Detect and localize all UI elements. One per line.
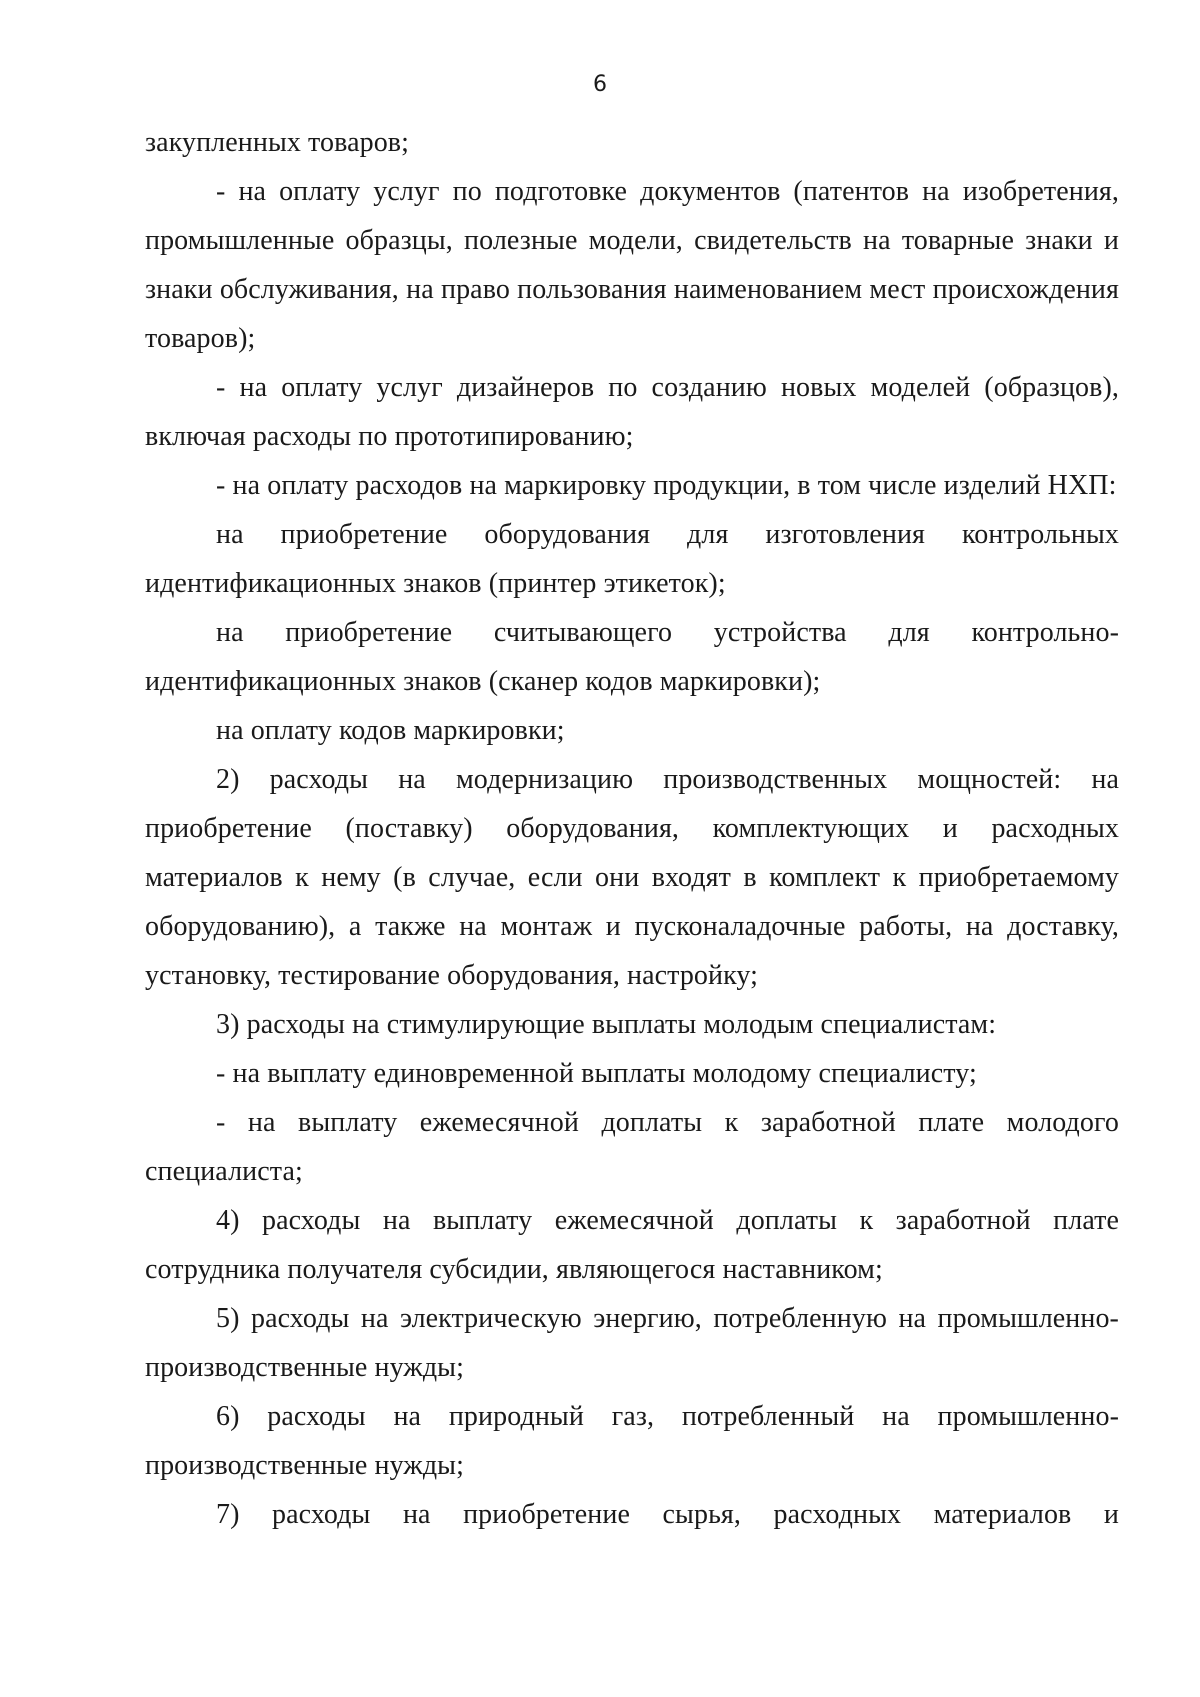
document-body	[145, 118, 1119, 1539]
paragraph: - на выплату ежемесячной доплаты к заработной плате молодого специалиста;	[145, 1107, 1119, 1187]
paragraph: 2) расходы на модернизацию производственных мощностей: на приобретение (поставку) оборудования, комплектующих и расходных материалов к нему (в случае, если они входят в комплект к приобретаемому оборудованию), а также на монтаж и пусконаладочные работы, на доставку, установку, тестирование оборудования, настройку;	[145, 764, 1119, 991]
paragraph: - на выплату единовременной выплаты молодому специалисту;	[216, 1058, 977, 1089]
paragraph: на приобретение считывающего устройства для контрольно-идентификационных знаков (сканер кодов маркировки);	[145, 617, 1119, 697]
paragraph: на оплату кодов маркировки;	[216, 715, 565, 746]
paragraph: - на оплату расходов на маркировку продукции, в том числе изделий НХП:	[216, 470, 1117, 501]
paragraph: 5) расходы на электрическую энергию, потребленную на промышленно-производственные нужды;	[145, 1303, 1119, 1383]
paragraph: - на оплату услуг дизайнеров по созданию новых моделей (образцов), включая расходы по прототипированию;	[145, 372, 1119, 452]
paragraph: 4) расходы на выплату ежемесячной доплаты к заработной плате сотрудника получателя субсидии, являющегося наставником;	[145, 1205, 1119, 1285]
paragraph: - на оплату услуг по подготовке документов (патентов на изобретения, промышленные образцы, полезные модели, свидетельств на товарные знаки и знаки обслуживания, на право пользования наименованием мест происхождения товаров);	[145, 176, 1119, 354]
paragraph: 7) расходы на приобретение сырья, расходных материалов и	[216, 1499, 1119, 1530]
paragraph: 3) расходы на стимулирующие выплаты молодым специалистам:	[216, 1009, 997, 1040]
page-number: 6	[593, 72, 607, 97]
paragraph: закупленных товаров;	[145, 127, 410, 158]
paragraph: 6) расходы на природный газ, потребленный на промышленно-производственные нужды;	[145, 1401, 1119, 1481]
paragraph: на приобретение оборудования для изготовления контрольных идентификационных знаков (принтер этикеток);	[145, 519, 1119, 599]
